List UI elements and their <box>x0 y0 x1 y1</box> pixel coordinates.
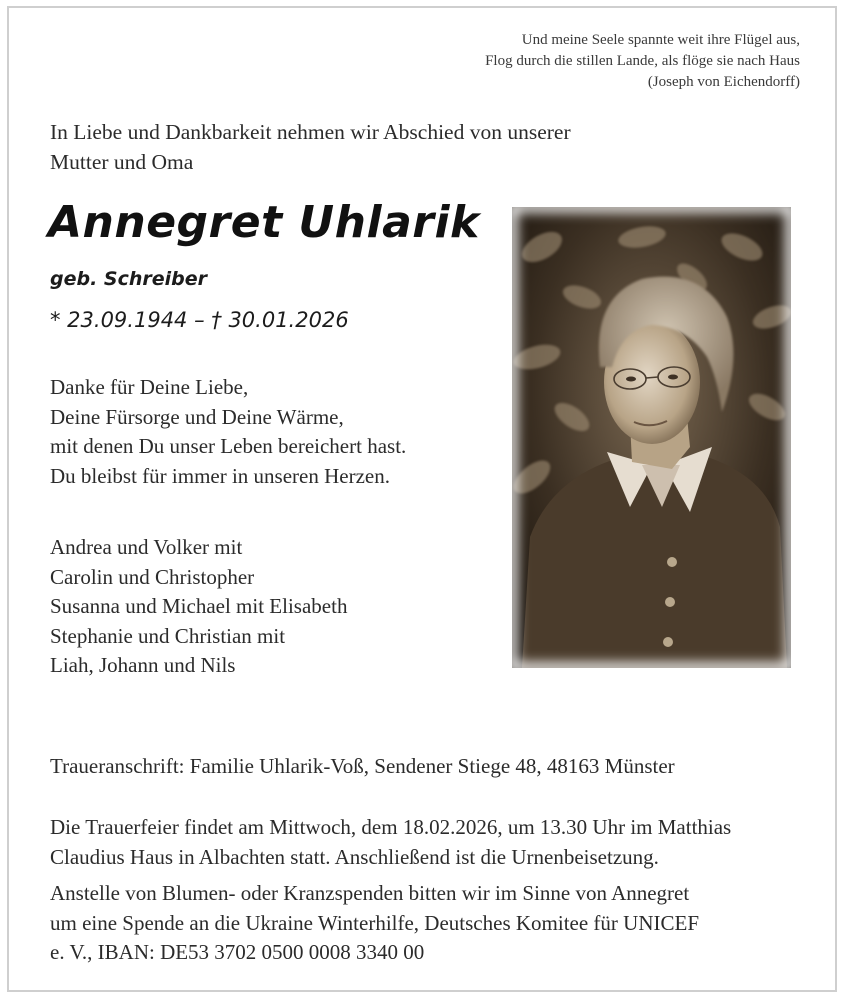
birth-name: geb. Schreiber <box>50 268 208 290</box>
intro-text <box>50 117 571 177</box>
poem <box>50 373 406 491</box>
intro-line: In Liebe und Dankbarkeit nehmen wir Abschied von unserer <box>50 120 571 144</box>
portrait-illustration <box>512 207 791 668</box>
epigraph-author: (Joseph von Eichendorff) <box>647 74 800 90</box>
poem-line: Deine Fürsorge und Deine Wärme, <box>50 404 344 429</box>
family-line: Andrea und Volker mit <box>50 535 243 559</box>
family-list <box>50 533 347 681</box>
family-line: Susanna und Michael mit Elisabeth <box>50 594 348 618</box>
poem-line: Du bleibst für immer in unseren Herzen. <box>50 463 390 488</box>
donation-info <box>50 879 810 968</box>
family-line: Stephanie und Christian mit <box>50 623 286 648</box>
ceremony-line: Die Trauerfeier findet am Mittwoch, dem 18.02.2026, um 13.30 Uhr im Matthias <box>50 815 732 839</box>
donation-line: Anstelle von Blumen- oder Kranzspenden bitten wir im Sinne von Annegret <box>50 881 690 905</box>
family-line: Carolin und Christopher <box>50 564 255 589</box>
mourning-address: Traueranschrift: Familie Uhlarik-Voß, Sendener Stiege 48, 48163 Münster <box>50 754 675 778</box>
family-line: Liah, Johann und Nils <box>50 653 236 677</box>
epigraph <box>485 30 800 93</box>
poem-line: Danke für Deine Liebe, <box>50 375 249 399</box>
donation-line: um eine Spende an die Ukraine Winterhilfe, Deutsches Komitee für UNICEF <box>50 910 700 935</box>
epigraph-line: Und meine Seele spannte weit ihre Flügel aus, <box>521 32 800 48</box>
poem-line: mit denen Du unser Leben bereichert hast. <box>50 434 407 458</box>
ceremony-line: Claudius Haus in Albachten statt. Anschließend ist die Urnenbeisetzung. <box>50 844 659 869</box>
portrait-photo <box>512 207 791 668</box>
life-dates: * 23.09.1944 – † 30.01.2026 <box>50 308 349 332</box>
donation-line: e. V., IBAN: DE53 3702 0500 0008 3340 00 <box>50 940 425 964</box>
deceased-name: Annegret Uhlarik <box>48 197 480 248</box>
epigraph-line: Flog durch die stillen Lande, als flöge sie nach Haus <box>485 53 800 69</box>
intro-line: Mutter und Oma <box>50 150 194 174</box>
ceremony-info <box>50 813 810 872</box>
